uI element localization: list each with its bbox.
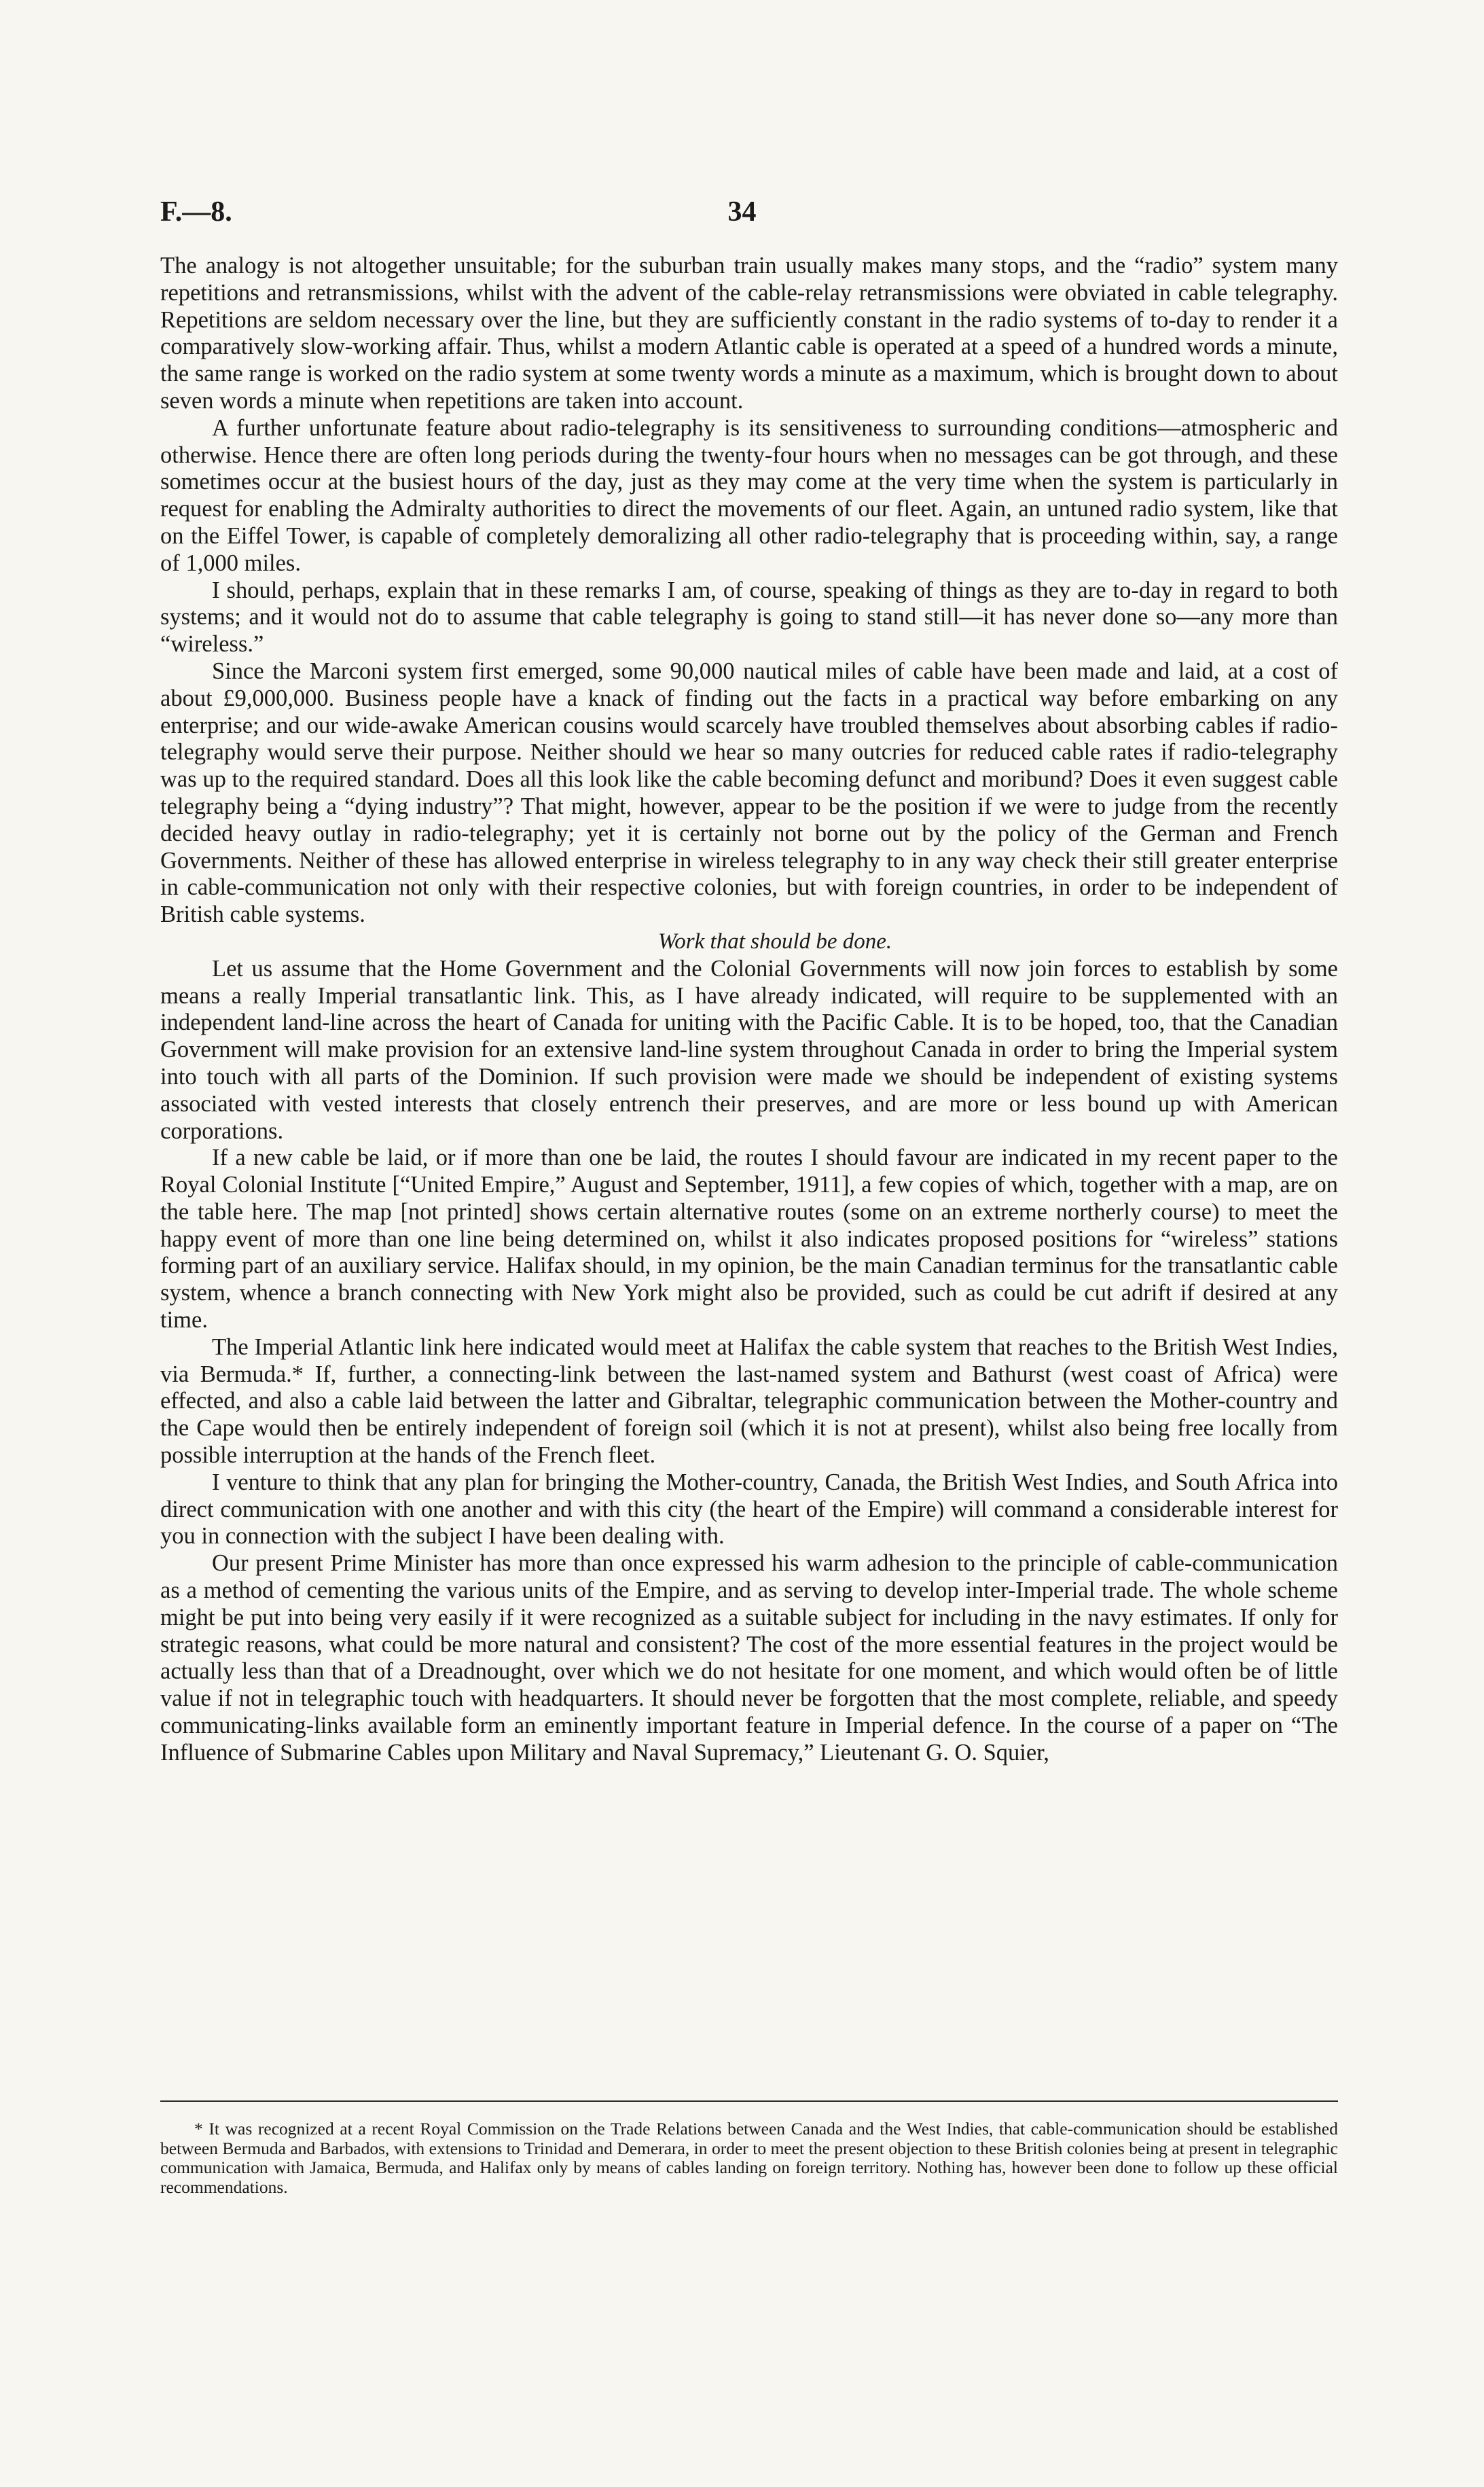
paragraph: Our present Prime Minister has more than once expressed his warm adhesion to the principle of cable-communication as a method of cementing the various units of the Empire, and as serving to develop inter-Imperial trade. The whole scheme might be put into being very easily if it were recognized as a suitable subject for including in the navy estimates. If only for strategic reasons, what could be more natural and consistent? The cost of the more essential features in the project would be actually less than that of a Dreadnought, over which we do not hesitate for one moment, and which would often be of little value if not in telegraphic touch with headquarters. It should never be forgotten that the most complete, reliable, and speedy communicating-links available form an eminently important feature in Imperial defence. In the course of a paper on “The Influence of Submarine Cables upon Military and Naval Supremacy,” Lieutenant G. O. Squier,	[160, 1550, 1338, 1766]
page-header	[160, 196, 1324, 236]
paragraph: I should, perhaps, explain that in these remarks I am, of course, speaking of things as they are to-day in regard to both systems; and it would not do to assume that cable telegraphy is going to stand still—it has never done so—any more than “wireless.”	[160, 577, 1338, 658]
paragraph: The Imperial Atlantic link here indicated would meet at Halifax the cable system that reaches to the British West Indies, via Bermuda.* If, further, a connecting-link between the last-named system and Bathurst (west coast of Africa) were effected, and also a cable laid between the latter and Gibraltar, telegraphic communication between the Mother-country and the Cape would then be entirely independent of foreign soil (which it is not at present), whilst also being free locally from possible interruption at the hands of the French fleet.	[160, 1334, 1338, 1469]
footnote	[160, 2119, 1338, 2197]
paragraph: If a new cable be laid, or if more than one be laid, the routes I should favour are indicated in my recent paper to the Royal Colonial Institute [“United Empire,” August and September, 1911], a few copies of which, together with a map, are on the table here. The map [not printed] shows certain alternative routes (some on an extreme northerly course) to meet the happy event of more than one line being determined on, whilst it also indicates proposed positions for “wireless” stations forming part of an auxiliary service. Halifax should, in my opinion, be the main Canadian terminus for the transatlantic cable system, whence a branch connecting with New York might also be provided, such as could be cut adrift if desired at any time.	[160, 1145, 1338, 1334]
paragraph: Since the Marconi system first emerged, some 90,000 nautical miles of cable have been made and laid, at a cost of about £9,000,000. Business people have a knack of finding out the facts in a practical way before embarking on any enterprise; and our wide-awake American cousins would scarcely have troubled themselves about absorbing cables if radio-telegraphy would serve their purpose. Neither should we hear so many outcries for reduced cable rates if radio-telegraphy was up to the required standard. Does all this look like the cable becoming defunct and moribund? Does it even suggest cable telegraphy being a “dying industry”? That might, however, appear to be the position if we were to judge from the recently decided heavy outlay in radio-telegraphy; yet it is certainly not borne out by the policy of the German and French Governments. Neither of these has allowed enterprise in wireless telegraphy to in any way check their still greater enterprise in cable-communication not only with their respective colonies, but with foreign countries, in order to be independent of British cable systems.	[160, 658, 1338, 928]
paragraph: Let us assume that the Home Government and the Colonial Governments will now join forces to establish by some means a really Imperial transatlantic link. This, as I have already indicated, will require to be supplemented with an independent land-line across the heart of Canada for uniting with the Pacific Cable. It is to be hoped, too, that the Canadian Government will make provision for an extensive land-line system throughout Canada in order to bring the Imperial system into touch with all parts of the Dominion. If such provision were made we should be independent of existing systems associated with vested interests that closely entrench their preserves, and are more or less bound up with American corporations.	[160, 955, 1338, 1144]
page-number: 34	[727, 196, 757, 228]
paragraph: I venture to think that any plan for bringing the Mother-country, Canada, the British West Indies, and South Africa into direct communication with one another and with this city (the heart of the Empire) will command a considerable interest for you in connection with the subject I have been dealing with.	[160, 1469, 1338, 1550]
paragraph: A further unfortunate feature about radio-telegraphy is its sensitiveness to surrounding conditions—atmospheric and otherwise. Hence there are often long periods during the twenty-four hours when no messages can be got through, and these sometimes occur at the busiest hours of the day, just as they may come at the very time when the system is particularly in request for enabling the Admiralty authorities to direct the movements of our fleet. Again, an untuned radio system, like that on the Eiffel Tower, is capable of completely demoralizing all other radio-telegraphy that is proceeding within, say, a range of 1,000 miles.	[160, 414, 1338, 576]
footnote-divider	[160, 2100, 1338, 2102]
section-heading: Work that should be done.	[657, 929, 892, 954]
document-reference: F.—8.	[160, 196, 232, 228]
footnote-text: * It was recognized at a recent Royal Commission on the Trade Relations between Canada and the West Indies, that cable-communication should be established between Bermuda and Barbados, with extensions to Trinidad and Demerara, in order to meet the present objection to these British colonies being at present in telegraphic communication with Jamaica, Bermuda, and Halifax only by means of cables landing on foreign territory. Nothing has, however been done to follow up these official recommendations.	[160, 2119, 1338, 2197]
body-text	[160, 253, 1338, 1767]
paragraph: The analogy is not altogether unsuitable; for the suburban train usually makes many stops, and the “radio” system many repetitions and retransmissions, whilst with the advent of the cable-relay retransmissions were obviated in cable telegraphy. Repetitions are seldom necessary over the line, but they are sufficiently constant in the radio systems of to-day to render it a comparatively slow-working affair. Thus, whilst a modern Atlantic cable is operated at a speed of a hundred words a minute, the same range is worked on the radio system at some twenty words a minute as a maximum, which is brought down to about seven words a minute when repetitions are taken into account.	[160, 253, 1338, 414]
